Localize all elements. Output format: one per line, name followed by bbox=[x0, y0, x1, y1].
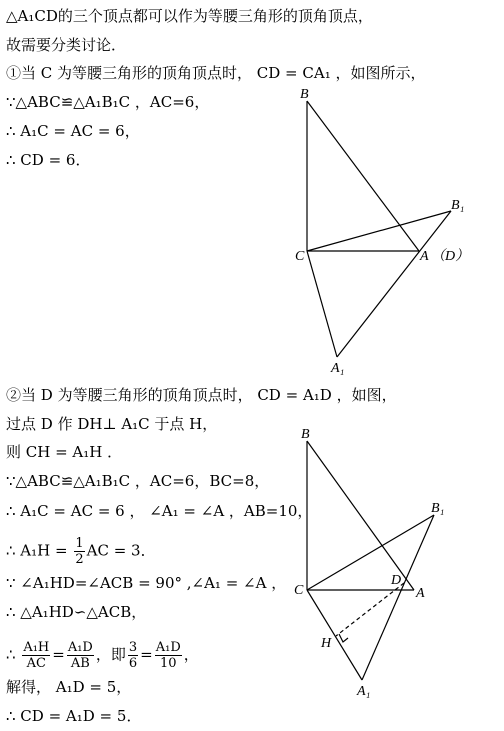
right-angle-mark bbox=[339, 634, 348, 642]
label-b-2: B bbox=[301, 427, 310, 442]
ji-text: ，即 bbox=[95, 645, 126, 664]
line-17: ∴ CD = A₁D = 5． bbox=[6, 707, 142, 725]
line-1: △A₁CD的三个顶点都可以作为等腰三角形的顶角顶点， bbox=[6, 7, 373, 25]
label-d-2: D bbox=[391, 573, 402, 588]
segment-dh-dashed bbox=[336, 583, 404, 636]
line-12-text: ∴ A₁H = bbox=[6, 541, 73, 560]
equals-2: = bbox=[140, 645, 153, 664]
label-b1-2: B₁ bbox=[431, 501, 445, 516]
line-5: ∴ A₁C = AC = 6， bbox=[6, 122, 140, 140]
label-c-2: C bbox=[294, 583, 304, 598]
ratio-10-den: 10 bbox=[159, 656, 177, 671]
segment-ca1-2 bbox=[307, 590, 362, 680]
label-a1-1: A₁ bbox=[331, 361, 345, 376]
line-9: 则 CH = A₁H ． bbox=[6, 443, 123, 461]
line-14: ∴ △A₁HD∽△ACB， bbox=[6, 603, 147, 621]
segment-ba-2 bbox=[307, 441, 414, 590]
line-10: ∵△ABC≌△A₁B₁C ，AC=6，BC=8， bbox=[6, 472, 270, 490]
line-2: 故需要分类讨论． bbox=[6, 36, 127, 54]
line-15-therefore: ∴ bbox=[6, 645, 21, 664]
line-8: 过点 D 作 DH⊥ A₁C 于点 H， bbox=[6, 415, 218, 433]
label-a1-2: A₁ bbox=[357, 684, 371, 699]
fraction-half-den: 2 bbox=[75, 552, 84, 567]
ratio-3-num: 3 bbox=[128, 640, 138, 655]
ratio-ab-den: AB bbox=[70, 656, 90, 671]
label-b1-1: B₁ bbox=[451, 198, 465, 213]
line-3: ①当 C 为等腰三角形的顶角顶点时， CD = CA₁ ，如图所示， bbox=[6, 64, 426, 82]
label-d-1: （D） bbox=[431, 249, 470, 264]
ratio-ac-den: AC bbox=[26, 656, 46, 671]
line-16: 解得， A₁D = 5， bbox=[6, 678, 132, 696]
line-4: ∵△ABC≌△A₁B₁C ，AC=6， bbox=[6, 93, 210, 111]
label-c-1: C bbox=[295, 249, 305, 264]
line-6: ∴ CD = 6． bbox=[6, 151, 91, 169]
line-11: ∴ A₁C = AC = 6 ， ∠A₁ = ∠A ，AB=10， bbox=[6, 502, 313, 520]
ratio-6-den: 6 bbox=[128, 656, 138, 671]
line-12-tail: AC = 3． bbox=[86, 541, 156, 560]
fraction-half-num: 1 bbox=[75, 536, 84, 551]
label-a-2: A bbox=[416, 586, 425, 601]
line-7: ②当 D 为等腰三角形的顶角顶点时， CD = A₁D ，如图， bbox=[6, 386, 397, 404]
comma: ， bbox=[183, 645, 199, 664]
label-a-1: A bbox=[420, 249, 429, 264]
equals-1: = bbox=[52, 645, 65, 664]
line-13: ∵ ∠A₁HD=∠ACB = 90° ,∠A₁ = ∠A ， bbox=[6, 574, 287, 592]
segment-cb1-2 bbox=[307, 515, 434, 590]
ratio-a1d-num-2: A₁D bbox=[155, 640, 181, 655]
label-h-2: H bbox=[321, 636, 332, 651]
ratio-a1h-num: A₁H bbox=[23, 640, 50, 655]
label-b-1: B bbox=[300, 87, 309, 102]
ratio-a1d-num: A₁D bbox=[67, 640, 93, 655]
